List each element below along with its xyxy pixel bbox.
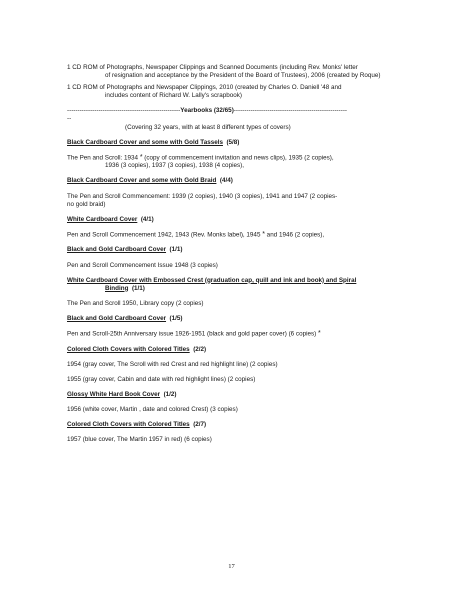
section-heading-text: White Cardboard Cover (67, 215, 138, 223)
cdrom-item-1-line1: 1 CD ROM of Photographs, Newspaper Clippings and Scanned Documents (including Rev. Monks' letter (67, 64, 358, 71)
yearbooks-title: Yearbooks (32/65) (180, 107, 234, 115)
section-text (67, 193, 413, 201)
section-heading-text: Black Cardboard Cover and some with Gold Tassels (67, 138, 223, 146)
section-text (67, 406, 413, 414)
cdrom-item-2-line1: 1 CD ROM of Photographs and Newspaper Clippings, 2010 (created by Charles O. Daniell '48 and (67, 84, 342, 92)
document-page (67, 64, 413, 444)
yearbooks-subtitle-text: (Covering 32 years, with at least 8 different types of covers) (125, 123, 291, 131)
section-text-part: 1936 (3 copies), 1937 (3 copies), 1938 (4 copies), (105, 162, 244, 170)
section-text-part: 1957 (blue cover, The Martin 1957 in red) (6 copies) (67, 436, 212, 444)
section-text-part: The Pen and Scroll: 1934 (67, 154, 140, 162)
section-count: (4/1) (140, 215, 154, 223)
section-heading (67, 391, 413, 399)
yearbooks-rule (67, 107, 413, 115)
section-heading-cont (67, 285, 413, 293)
section-text-part: The Pen and Scroll Commencement: 1939 (2 copies), 1940 (3 copies), 1941 and 1947 (2 copies- (67, 192, 338, 200)
cdrom-item-2-cont (67, 92, 413, 100)
section-text-part: The Pen and Scroll 1950, Library copy (2 copies) (67, 299, 204, 307)
section-text-cont (67, 162, 413, 170)
section-text-part: and 1946 (2 copies), (264, 231, 325, 239)
section-count: (1/1) (169, 246, 183, 254)
section-count: (1/5) (169, 314, 183, 322)
cdrom-item-1-line2: of resignation and acceptance by the President of the Board of Trustees), 2006 (created by Roque) (105, 72, 381, 80)
section-heading (67, 346, 413, 354)
section-text-part: Pen and Scroll Commencement Issue 1948 (3 copies) (67, 261, 218, 269)
section-text (67, 361, 413, 369)
section-text (67, 300, 413, 308)
section-heading-text: Colored Cloth Covers with Colored Titles (67, 421, 190, 429)
section-count: (4/4) (219, 177, 233, 185)
dashes-left: ------------------------------------------------------ (67, 107, 181, 115)
dashes-wrap: -- (67, 115, 72, 123)
section-heading-text: Black and Gold Cardboard Cover (67, 314, 167, 322)
asterisk-mark: * (139, 153, 143, 161)
section-text (67, 436, 413, 444)
section-heading (67, 177, 413, 185)
cdrom-item-2 (67, 84, 413, 92)
asterisk-mark: * (262, 230, 265, 238)
cdrom-item-2-line2: includes content of Richard W. Lally's scrapbook) (105, 92, 243, 100)
asterisk-mark: * (317, 329, 321, 337)
section-heading (67, 277, 413, 285)
section-heading (67, 246, 413, 254)
section-heading (67, 315, 413, 323)
page-number: 17 (228, 563, 235, 570)
section-text-part: 1956 (white cover, Martin , date and colored Crest) (3 copies) (67, 405, 238, 413)
section-text-part: (copy of commencement invitation and news clips), 1935 (2 copies), (142, 154, 334, 162)
section-heading-text: White Cardboard Cover with Embossed Crest (graduation cap, quill and ink and book) and Spiral (67, 276, 357, 284)
section-text (67, 231, 413, 240)
section-text (67, 262, 413, 270)
section-text-part: 1954 (gray cover, The Scroll with red Crest and red highlight line) (2 copies) (67, 360, 278, 368)
section-heading-text: Black Cardboard Cover and some with Gold Braid (67, 177, 217, 185)
section-text-cont (67, 201, 413, 209)
section-count: (1/2) (163, 390, 177, 398)
section-text (67, 330, 413, 339)
section-text-part: Pen and Scroll Commencement 1942, 1943 (Rev. Monks label), 1945 (67, 231, 263, 239)
section-text-part: Pen and Scroll-25th Anniversary issue 1926-1951 (black and gold paper cover) (6 copies) (67, 330, 318, 338)
section-text (67, 154, 413, 163)
cdrom-item-1-cont (67, 72, 413, 80)
yearbooks-rule-wrap (67, 115, 413, 123)
cdrom-item-1 (67, 64, 413, 72)
section-heading-text: Glossy White Hard Book Cover (67, 390, 161, 398)
section-heading (67, 216, 413, 224)
section-heading-text: Colored Cloth Covers with Colored Titles (67, 345, 190, 353)
dashes-right: ------------------------------------------------------ (233, 107, 348, 115)
section-heading-text: Binding (105, 284, 129, 292)
section-count: (1/1) (131, 284, 145, 292)
section-heading (67, 421, 413, 429)
yearbooks-subtitle (67, 124, 413, 132)
section-heading-text: Black and Gold Cardboard Cover (67, 246, 167, 254)
section-text-part: 1955 (gray cover, Cabin and date with red highlight lines) (2 copies) (67, 375, 256, 383)
section-count: (5/8) (226, 138, 240, 146)
section-text-part: no gold braid) (67, 200, 106, 208)
section-text (67, 376, 413, 384)
section-count: (2/2) (193, 345, 207, 353)
section-heading (67, 139, 413, 147)
section-count: (2/7) (193, 421, 207, 429)
